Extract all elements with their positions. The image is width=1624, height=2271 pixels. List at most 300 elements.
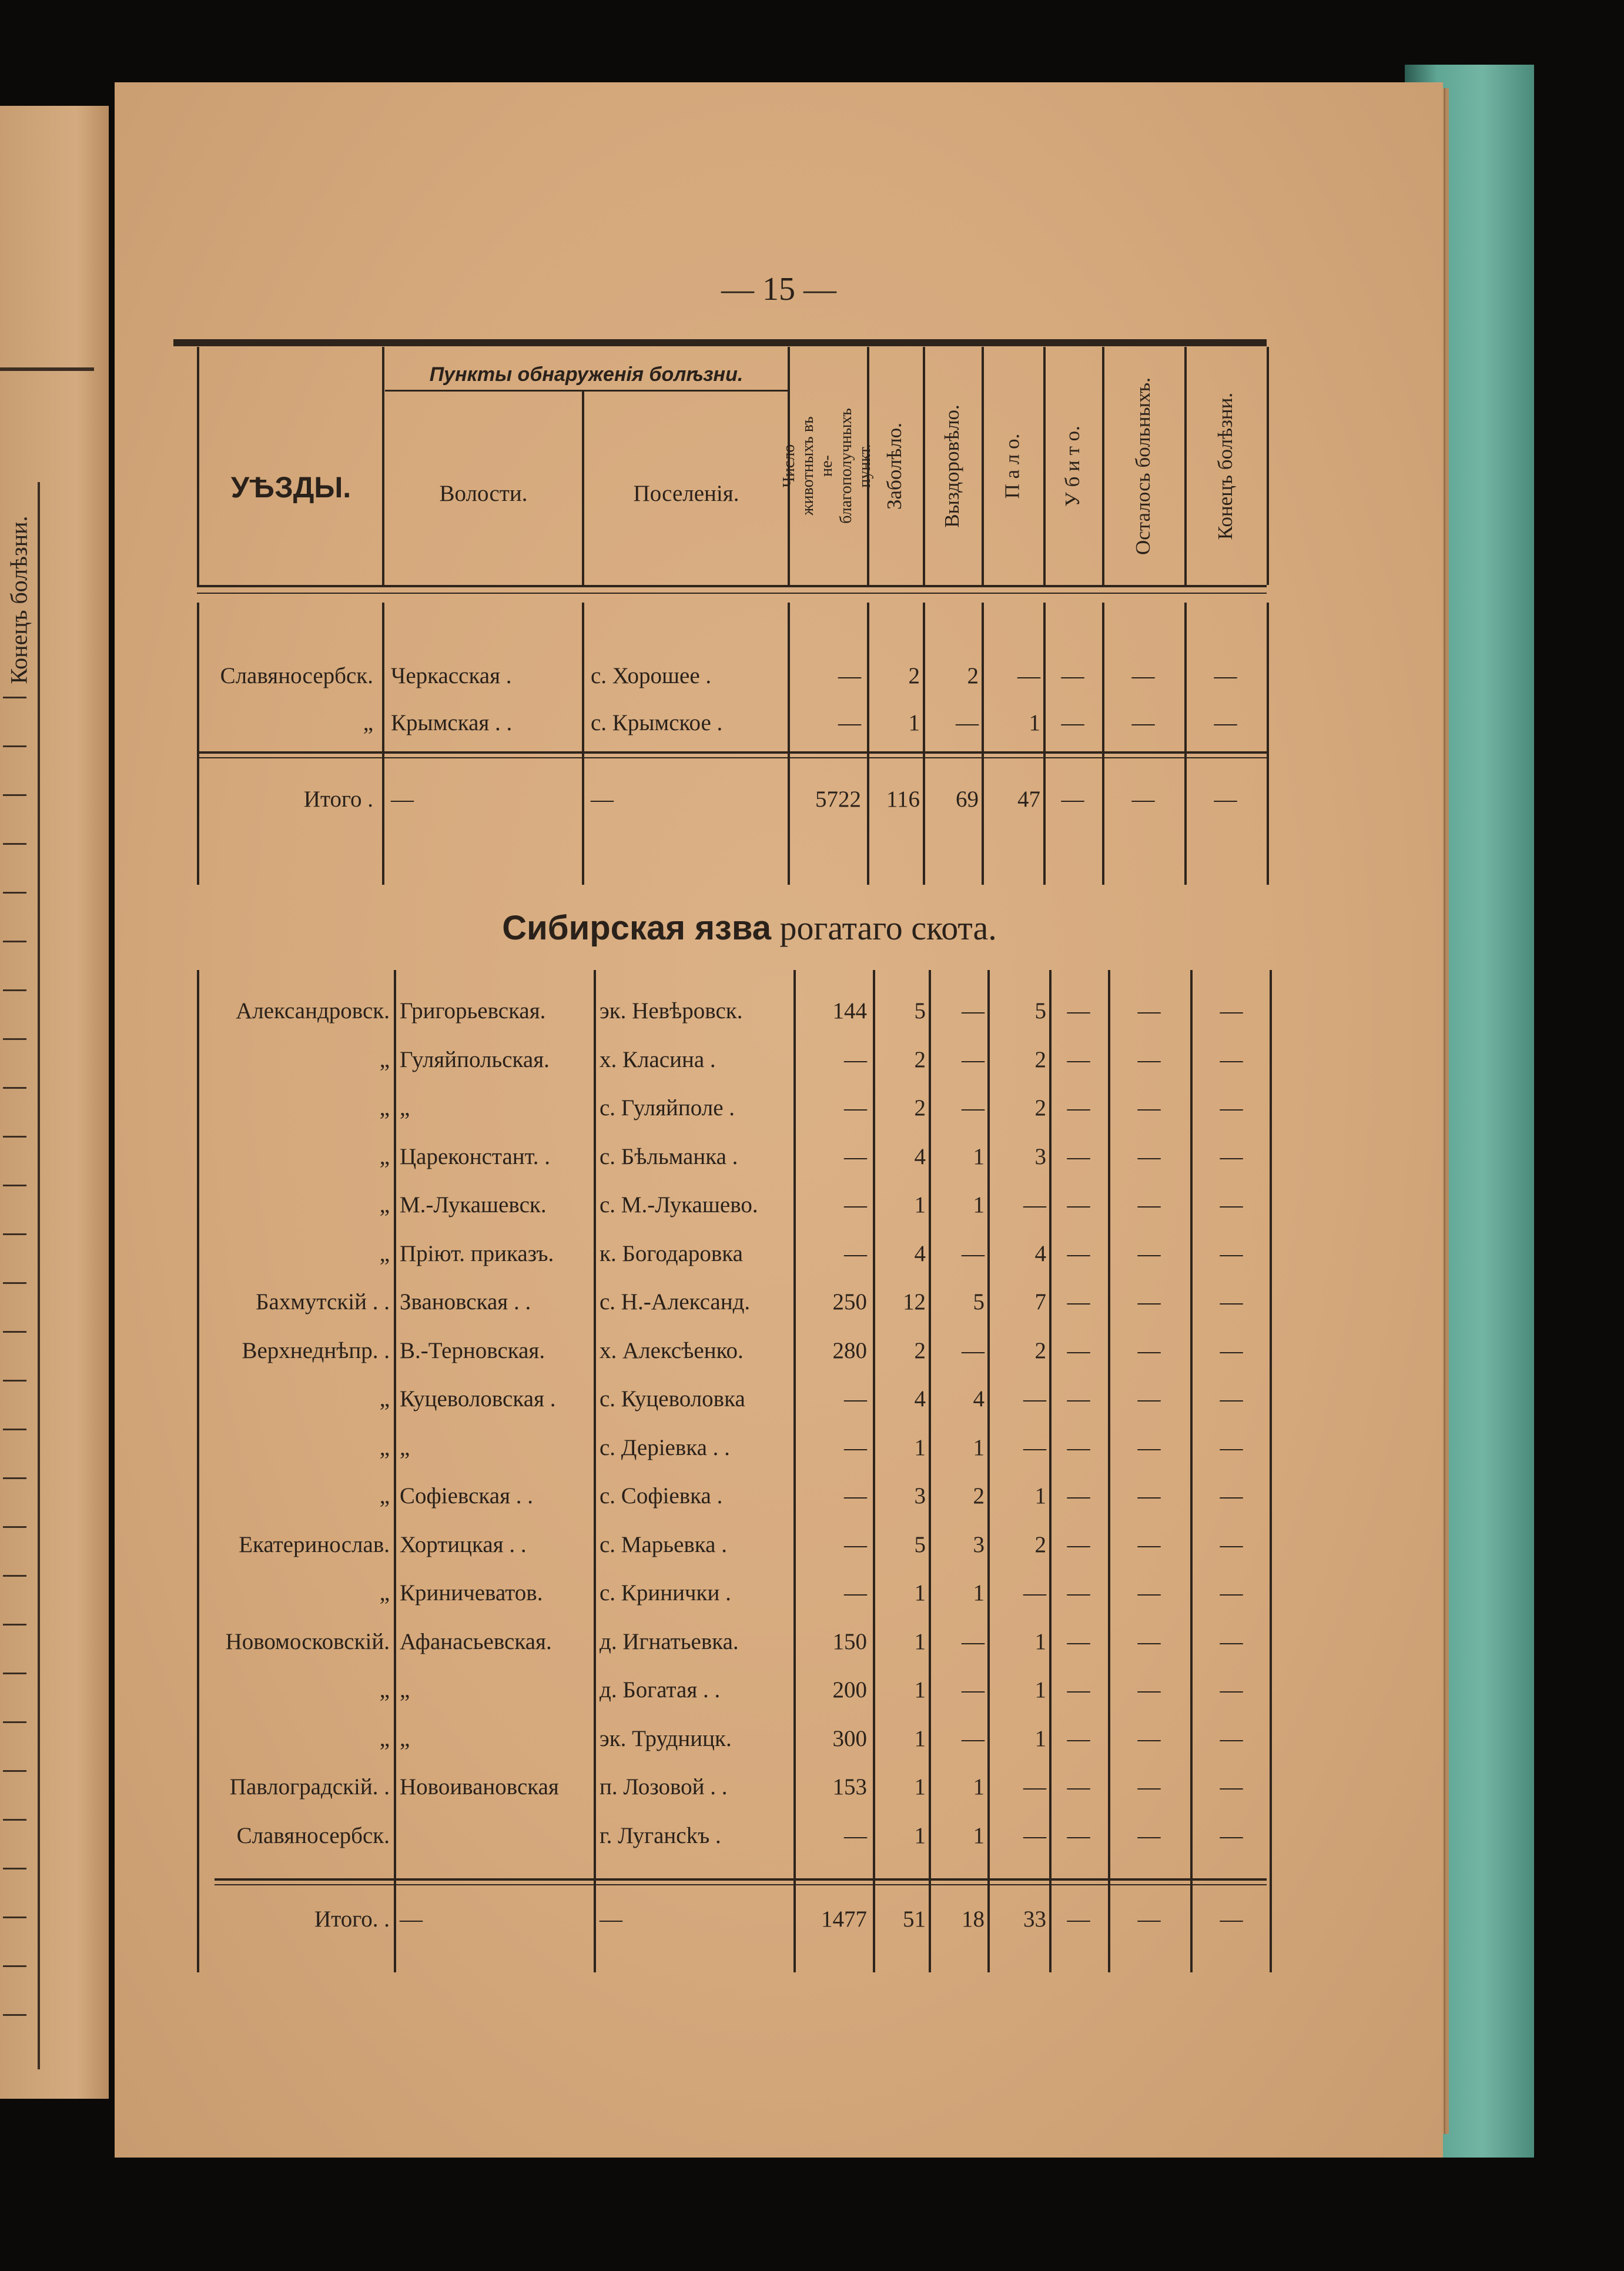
section2-column-rule — [929, 970, 931, 1972]
section1-row2-ubito: — — [1061, 710, 1084, 735]
section1-row2-ostalos: — — [1131, 710, 1155, 735]
section2-row6-vyzdorovelo: — — [962, 1240, 985, 1266]
header-bottom-rule — [197, 585, 1267, 587]
section1-row2-palo: 1 — [1029, 710, 1040, 735]
section2-title-bold: Сибирская язва — [502, 909, 772, 947]
points-group-underline — [385, 390, 788, 392]
section2-row1-vyzdorovelo: — — [962, 998, 985, 1024]
section2-row6-ubito: — — [1067, 1240, 1090, 1266]
section2-row13-palo: — — [1023, 1580, 1046, 1606]
section2-row1-palo: 5 — [1034, 998, 1046, 1024]
header-poseleniya: Поселенія. — [633, 481, 739, 506]
section2-row17-vyzdorovelo: 1 — [973, 1774, 985, 1800]
section2-column-rule — [1049, 970, 1052, 1972]
section2-row4-zabolelo: 4 — [914, 1143, 926, 1169]
section2-column-rule — [394, 970, 396, 1972]
section1-column-rule — [197, 603, 199, 885]
section2-row12-konets: — — [1220, 1531, 1243, 1557]
left-page-header-rule — [0, 367, 94, 371]
section2-row8-count: 280 — [832, 1337, 867, 1363]
section2-row4-poselenie: с. Бѣльманка . — [600, 1143, 738, 1169]
header-column-rule — [1267, 347, 1269, 585]
section2-row13-uezd: „ — [379, 1580, 390, 1606]
section1-column-rule — [788, 603, 790, 885]
left-page-dash — [3, 1380, 26, 1382]
section1-column-rule — [982, 603, 984, 885]
section2-row4-vyzdorovelo: 1 — [973, 1143, 985, 1169]
section2-row14-ostalos: — — [1137, 1628, 1161, 1654]
section1-column-rule — [867, 603, 869, 885]
left-page-dash — [3, 1770, 26, 1772]
section2-row16-uezd: „ — [379, 1725, 390, 1751]
section2-row10-volost: „ — [400, 1434, 410, 1460]
section1-total-zabolelo: 116 — [886, 787, 920, 812]
section2-row1-ostalos: — — [1137, 998, 1161, 1024]
left-page-dash — [3, 892, 26, 894]
section1-column-rule — [582, 603, 584, 885]
section2-row3-volost: „ — [400, 1095, 410, 1121]
section2-column-rule — [197, 970, 199, 1972]
section2-row5-count: — — [844, 1192, 867, 1218]
section2-row13-konets: — — [1220, 1580, 1243, 1606]
section2-row3-poselenie: с. Гуляйполе . — [600, 1095, 735, 1121]
section2-row7-uezd: Бахмутскій . . — [256, 1289, 390, 1315]
section2-row10-uezd: „ — [379, 1434, 390, 1460]
left-page-dash — [3, 1087, 26, 1089]
section1-row1-volost: Черкасская . — [391, 663, 512, 688]
section1-row1-palo: — — [1017, 663, 1040, 688]
section2-row5-uezd: „ — [379, 1192, 390, 1218]
section2-row17-zabolelo: 1 — [914, 1774, 926, 1800]
header-column-rule — [382, 347, 384, 585]
section2-row12-ubito: — — [1067, 1531, 1090, 1557]
page-number: — 15 — — [721, 271, 836, 307]
section2-row7-ubito: — — [1067, 1289, 1090, 1315]
section2-row11-konets: — — [1220, 1483, 1243, 1509]
section2-row11-vyzdorovelo: 2 — [973, 1483, 985, 1509]
section1-total-konets: — — [1214, 787, 1237, 812]
section2-row2-zabolelo: 2 — [914, 1046, 926, 1072]
section2-row2-uezd: „ — [379, 1046, 390, 1072]
section2-total-uezd: Итого. . — [314, 1907, 390, 1932]
section2-row8-zabolelo: 2 — [914, 1337, 926, 1363]
header-konets-text: Конецъ болѣзни. — [1214, 392, 1237, 540]
section2-row5-ubito: — — [1067, 1192, 1090, 1218]
left-page-dash — [3, 1331, 26, 1333]
section2-row4-count: — — [844, 1143, 867, 1169]
left-page-dash — [3, 941, 26, 942]
section2-row14-uezd: Новомосковскій. — [225, 1628, 390, 1654]
section2-row7-konets: — — [1220, 1289, 1243, 1315]
section2-total-ostalos: — — [1137, 1907, 1161, 1932]
section2-row2-poselenie: х. Класина . — [600, 1046, 716, 1072]
section2-row16-volost: „ — [400, 1725, 410, 1751]
section2-row15-volost: „ — [400, 1677, 410, 1703]
section2-row8-ostalos: — — [1137, 1337, 1161, 1363]
header-ostalos-text: Осталось больныхъ. — [1131, 377, 1154, 555]
section1-total-poselenie: — — [591, 787, 614, 812]
section2-row12-palo: 2 — [1034, 1531, 1046, 1557]
section2-row9-poselenie: с. Куцеволовка — [600, 1386, 745, 1412]
section2-row8-vyzdorovelo: — — [962, 1337, 985, 1363]
left-page-dash — [3, 843, 26, 845]
section2-row18-zabolelo: 1 — [914, 1822, 926, 1848]
section2-row7-poselenie: с. Н.-Александ. — [600, 1289, 751, 1315]
section2-column-rule — [1270, 970, 1272, 1972]
section2-row18-ubito: — — [1067, 1822, 1090, 1848]
section2-row17-volost: Новоивановская — [400, 1774, 559, 1800]
header-column-rule — [582, 390, 584, 585]
section2-row15-poselenie: д. Богатая . . — [600, 1677, 721, 1703]
section1-row1-vyzdorovelo: 2 — [967, 663, 979, 688]
section1-row1-zabolelo: 2 — [908, 663, 920, 688]
section2-row18-count: — — [844, 1822, 867, 1848]
left-page-column-rule — [38, 482, 40, 2069]
section2-row9-uezd: „ — [379, 1386, 390, 1412]
section2-row9-vyzdorovelo: 4 — [973, 1386, 985, 1412]
section2-row8-uezd: Верхнеднѣпр. . — [242, 1337, 390, 1363]
section2-row8-ubito: — — [1067, 1337, 1090, 1363]
section2-row10-zabolelo: 1 — [914, 1434, 926, 1460]
section2-row5-palo: — — [1023, 1192, 1046, 1218]
left-page-dash — [3, 1038, 26, 1040]
left-page-dash — [3, 1673, 26, 1674]
section1-row2-uezd: „ — [363, 710, 373, 735]
header-count-text: Число животныхъ въ не- благополучныхъ пункт. — [780, 408, 874, 524]
section2-row11-count: — — [844, 1483, 867, 1509]
section2-row10-ostalos: — — [1137, 1434, 1161, 1460]
section2-column-rule — [1190, 970, 1193, 1972]
section2-row13-count: — — [844, 1580, 867, 1606]
left-page-dash — [3, 1477, 26, 1479]
section1-row1-konets: — — [1214, 663, 1237, 688]
section2-row12-vyzdorovelo: 3 — [973, 1531, 985, 1557]
header-ubito-text: У б и т о. — [1061, 425, 1084, 507]
section2-row6-uezd: „ — [379, 1240, 390, 1266]
section2-row17-ubito: — — [1067, 1774, 1090, 1800]
section2-row3-count: — — [844, 1095, 867, 1121]
section2-row12-count: — — [844, 1531, 867, 1557]
section2-row15-zabolelo: 1 — [914, 1677, 926, 1703]
section2-row18-ostalos: — — [1137, 1822, 1161, 1848]
left-page-dash — [3, 1575, 26, 1577]
section2-total-vyzdorovelo: 18 — [962, 1907, 985, 1932]
left-page-dash — [3, 1429, 26, 1430]
left-page-dash — [3, 1526, 26, 1528]
section2-row8-volost: В.-Терновская. — [400, 1337, 545, 1363]
section2-row18-vyzdorovelo: 1 — [973, 1822, 985, 1848]
section1-row1-ostalos: — — [1131, 663, 1155, 688]
section2-row12-poselenie: с. Марьевка . — [600, 1531, 727, 1557]
header-ubito — [1043, 350, 1102, 582]
section2-row14-count: 150 — [832, 1628, 867, 1654]
section2-row3-konets: — — [1220, 1095, 1243, 1121]
header-konets — [1184, 350, 1267, 582]
section2-column-rule — [1108, 970, 1110, 1972]
section2-column-rule — [873, 970, 875, 1972]
section2-row14-vyzdorovelo: — — [962, 1628, 985, 1654]
section2-row1-konets: — — [1220, 998, 1243, 1024]
section1-row1-ubito: — — [1061, 663, 1084, 688]
section2-row5-poselenie: с. М.-Лукашево. — [600, 1192, 758, 1218]
section2-row12-uezd: Екатеринослав. — [239, 1531, 390, 1557]
section1-column-rule — [382, 603, 384, 885]
section2-row18-poselenie: г. Лугансkъ . — [600, 1822, 721, 1848]
section1-column-rule — [1102, 603, 1104, 885]
section2-row10-vyzdorovelo: 1 — [973, 1434, 985, 1460]
section2-row9-palo: — — [1023, 1386, 1046, 1412]
section2-row5-konets: — — [1220, 1192, 1243, 1218]
section2-row6-ostalos: — — [1137, 1240, 1161, 1266]
section1-column-rule — [1267, 603, 1269, 885]
left-page-dash — [3, 2014, 26, 2016]
section2-row14-konets: — — [1220, 1628, 1243, 1654]
section2-row17-ostalos: — — [1137, 1774, 1161, 1800]
section2-row15-count: 200 — [832, 1677, 867, 1703]
section1-row2-vyzdorovelo: — — [956, 710, 979, 735]
header-volosti: Волости. — [439, 481, 528, 506]
section2-row3-vyzdorovelo: — — [962, 1095, 985, 1121]
section2-row13-volost: Криничеватов. — [400, 1580, 543, 1606]
left-page-dash — [3, 1136, 26, 1138]
section2-total-konets: — — [1220, 1907, 1243, 1932]
section2-row10-poselenie: с. Деріевка . . — [600, 1434, 730, 1460]
left-page-dash — [3, 1185, 26, 1186]
section2-row7-zabolelo: 12 — [903, 1289, 926, 1315]
section2-row9-ostalos: — — [1137, 1386, 1161, 1412]
section2-row6-poselenie: к. Богодаровка — [600, 1240, 743, 1266]
section2-row4-ubito: — — [1067, 1143, 1090, 1169]
section2-row4-uezd: „ — [379, 1143, 390, 1169]
section1-column-rule — [1184, 603, 1187, 885]
section2-row12-zabolelo: 5 — [914, 1531, 926, 1557]
section1-total-rule — [197, 751, 1267, 754]
section2-row11-palo: 1 — [1034, 1483, 1046, 1509]
left-page-dash — [3, 1917, 26, 1918]
section2-row7-vyzdorovelo: 5 — [973, 1289, 985, 1315]
left-page-dash — [3, 989, 26, 991]
section2-column-rule — [793, 970, 796, 1972]
section2-row16-poselenie: эк. Трудницк. — [600, 1725, 732, 1751]
section2-row7-palo: 7 — [1034, 1289, 1046, 1315]
section2-row15-ubito: — — [1067, 1677, 1090, 1703]
section2-row13-zabolelo: 1 — [914, 1580, 926, 1606]
left-page-dash — [3, 1624, 26, 1626]
section2-row11-ubito: — — [1067, 1483, 1090, 1509]
section2-row9-volost: Куцеволовская . — [400, 1386, 556, 1412]
section1-row2-zabolelo: 1 — [908, 710, 920, 735]
section2-row10-ubito: — — [1067, 1434, 1090, 1460]
section2-row1-poselenie: эк. Невѣровск. — [600, 998, 743, 1024]
section2-row17-uezd: Павлоградскій. . — [229, 1774, 390, 1800]
section1-column-rule — [923, 603, 925, 885]
section2-row2-palo: 2 — [1034, 1046, 1046, 1072]
left-page-column-header — [2, 506, 35, 694]
section2-row2-volost: Гуляйпольская. — [400, 1046, 550, 1072]
book-page — [115, 82, 1443, 2158]
section2-row17-count: 153 — [832, 1774, 867, 1800]
section2-row16-zabolelo: 1 — [914, 1725, 926, 1751]
section2-column-rule — [594, 970, 596, 1972]
section2-row6-volost: Пріют. приказъ. — [400, 1240, 554, 1266]
section2-row15-vyzdorovelo: — — [962, 1677, 985, 1703]
left-page-fragment — [0, 106, 109, 2099]
section2-row3-uezd: „ — [379, 1095, 390, 1121]
section2-row15-ostalos: — — [1137, 1677, 1161, 1703]
section1-column-rule — [1043, 603, 1046, 885]
section1-total-volost: — — [391, 787, 414, 812]
section2-row17-poselenie: п. Лозовой . . — [600, 1774, 728, 1800]
section2-row11-poselenie: с. Софіевка . — [600, 1483, 723, 1509]
left-page-dash — [3, 1965, 26, 1967]
section2-row3-palo: 2 — [1034, 1095, 1046, 1121]
section2-row9-count: — — [844, 1386, 867, 1412]
left-page-dash — [3, 1282, 26, 1284]
section2-row8-poselenie: х. Алексѣенко. — [600, 1337, 744, 1363]
section1-row1-uezd: Славяносербск. — [220, 663, 373, 688]
section1-total-vyzdorovelo: 69 — [956, 787, 979, 812]
section2-row18-konets: — — [1220, 1822, 1243, 1848]
section2-row10-palo: — — [1023, 1434, 1046, 1460]
section2-total-count: 1477 — [821, 1907, 867, 1932]
section2-row7-volost: Звановская . . — [400, 1289, 531, 1315]
section2-row13-ubito: — — [1067, 1580, 1090, 1606]
section2-row4-konets: — — [1220, 1143, 1243, 1169]
header-zabolelo-text: Заболѣло. — [883, 422, 906, 510]
section2-row7-count: 250 — [832, 1289, 867, 1315]
section2-row12-ostalos: — — [1137, 1531, 1161, 1557]
section2-row18-palo: — — [1023, 1822, 1046, 1848]
section2-row5-zabolelo: 1 — [914, 1192, 926, 1218]
section2-row13-vyzdorovelo: 1 — [973, 1580, 985, 1606]
section2-row9-zabolelo: 4 — [914, 1386, 926, 1412]
header-palo-text: П а л о. — [1000, 433, 1024, 499]
section2-row8-palo: 2 — [1034, 1337, 1046, 1363]
section2-row16-konets: — — [1220, 1725, 1243, 1751]
section2-row5-ostalos: — — [1137, 1192, 1161, 1218]
section2-title — [309, 908, 1190, 948]
section2-row15-konets: — — [1220, 1677, 1243, 1703]
section2-row15-uezd: „ — [379, 1677, 390, 1703]
section2-row16-vyzdorovelo: — — [962, 1725, 985, 1751]
section2-row11-volost: Софіевская . . — [400, 1483, 534, 1509]
section2-title-rest: рогатаго скота. — [771, 909, 997, 947]
section2-column-rule — [987, 970, 990, 1972]
section2-row2-konets: — — [1220, 1046, 1243, 1072]
left-page-dash — [3, 1868, 26, 1869]
section1-total-palo: 47 — [1017, 787, 1040, 812]
section2-row16-count: 300 — [832, 1725, 867, 1751]
section2-row14-palo: 1 — [1034, 1628, 1046, 1654]
section1-row2-volost: Крымская . . — [391, 710, 513, 735]
section2-row9-konets: — — [1220, 1386, 1243, 1412]
section2-row1-zabolelo: 5 — [914, 998, 926, 1024]
header-top-rule — [173, 339, 1267, 346]
section2-row18-uezd: Славяносербск. — [236, 1822, 390, 1848]
section2-row11-uezd: „ — [379, 1483, 390, 1509]
header-vyzdorovelo-text: Выздоровѣло. — [940, 404, 964, 528]
section2-row15-palo: 1 — [1034, 1677, 1046, 1703]
section2-row16-ostalos: — — [1137, 1725, 1161, 1751]
section2-row12-volost: Хортицкая . . — [400, 1531, 527, 1557]
section2-row13-ostalos: — — [1137, 1580, 1161, 1606]
left-page-dash — [3, 1819, 26, 1821]
section2-row2-vyzdorovelo: — — [962, 1046, 985, 1072]
section2-row16-palo: 1 — [1034, 1725, 1046, 1751]
section2-row4-ostalos: — — [1137, 1143, 1161, 1169]
section1-row2-count: — — [838, 710, 861, 735]
section2-row17-konets: — — [1220, 1774, 1243, 1800]
section2-row13-poselenie: с. Кринички . — [600, 1580, 731, 1606]
section1-row1-count: — — [838, 663, 861, 688]
section2-row3-ubito: — — [1067, 1095, 1090, 1121]
left-page-dash — [3, 745, 26, 747]
section2-total-ubito: — — [1067, 1907, 1090, 1932]
section2-row4-volost: Цареконстант. . — [400, 1143, 550, 1169]
section2-row2-ubito: — — [1067, 1046, 1090, 1072]
header-bottom-rule-thin — [197, 593, 1267, 594]
header-column-rule — [197, 347, 199, 585]
section2-row14-poselenie: д. Игнатьевка. — [600, 1628, 739, 1654]
section2-row5-vyzdorovelo: 1 — [973, 1192, 985, 1218]
section1-total-ubito: — — [1061, 787, 1084, 812]
left-page-dash — [3, 1721, 26, 1723]
section2-row8-konets: — — [1220, 1337, 1243, 1363]
section2-row16-ubito: — — [1067, 1725, 1090, 1751]
section2-row11-zabolelo: 3 — [914, 1483, 926, 1509]
header-vyzdorovelo — [923, 350, 982, 582]
section2-total-poselenie: — — [600, 1907, 622, 1932]
header-uezdy: УѢЗДЫ. — [230, 471, 351, 504]
section2-total-rule-thin — [215, 1884, 1267, 1885]
header-points-group: Пункты обнаруженія болѣзни. — [429, 363, 744, 386]
section2-row4-palo: 3 — [1034, 1143, 1046, 1169]
section1-total-rule-thin — [197, 757, 1267, 758]
header-zabolelo — [867, 350, 923, 582]
section2-row1-ubito: — — [1067, 998, 1090, 1024]
section2-total-volost: — — [400, 1907, 423, 1932]
section1-row2-poselenie: с. Крымское . — [591, 710, 723, 735]
header-palo — [982, 350, 1043, 582]
section2-row10-konets: — — [1220, 1434, 1243, 1460]
header-ostalos — [1102, 350, 1184, 582]
section2-row7-ostalos: — — [1137, 1289, 1161, 1315]
left-page-dash — [3, 1233, 26, 1235]
section2-row1-volost: Григорьевская. — [400, 998, 546, 1024]
section1-row2-konets: — — [1214, 710, 1237, 735]
section2-row11-ostalos: — — [1137, 1483, 1161, 1509]
left-page-dash — [3, 794, 26, 796]
section2-row3-ostalos: — — [1137, 1095, 1161, 1121]
left-page-dash — [3, 697, 26, 698]
section2-row1-uezd: Александровск. — [236, 998, 390, 1024]
section2-row6-zabolelo: 4 — [914, 1240, 926, 1266]
section2-row5-volost: М.-Лукашевск. — [400, 1192, 547, 1218]
header-count — [780, 350, 874, 582]
section2-row6-count: — — [844, 1240, 867, 1266]
left-page-column-header-text: Конецъ болѣзни. — [5, 515, 32, 684]
section1-total-count: 5722 — [815, 787, 861, 812]
section2-row14-volost: Афанасьевская. — [400, 1628, 552, 1654]
section2-row17-palo: — — [1023, 1774, 1046, 1800]
section2-row6-konets: — — [1220, 1240, 1243, 1266]
section2-row14-ubito: — — [1067, 1628, 1090, 1654]
section2-row3-zabolelo: 2 — [914, 1095, 926, 1121]
section2-total-rule — [215, 1878, 1267, 1881]
section1-row1-poselenie: с. Хорошее . — [591, 663, 712, 688]
section2-row2-count: — — [844, 1046, 867, 1072]
section2-row14-zabolelo: 1 — [914, 1628, 926, 1654]
